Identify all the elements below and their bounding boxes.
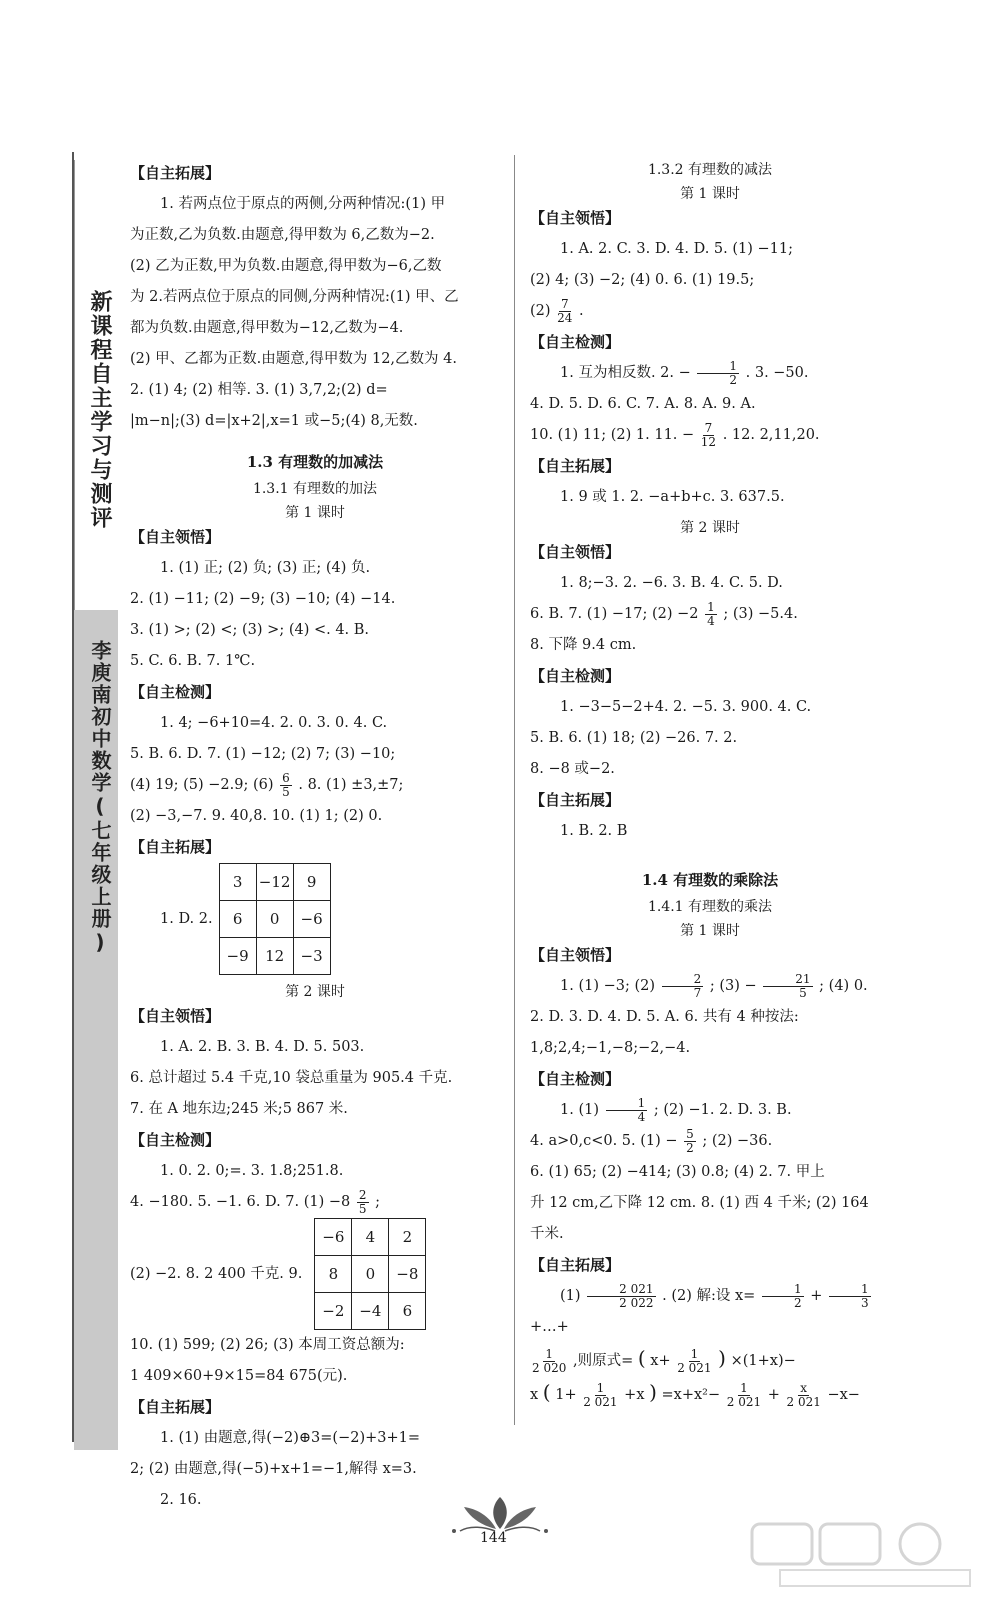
denominator: 5	[358, 1201, 367, 1216]
side-series-title: 新课程自主学习与测评	[87, 290, 112, 530]
text-run: 1. 互为相反数. 2. −	[560, 365, 691, 381]
answer-line: 5. B. 6. D. 7. (1) −12; (2) 7; (3) −10;	[130, 746, 396, 762]
answer-line: 7. 在 A 地东边;245 米;5 867 米.	[130, 1101, 348, 1117]
fraction	[701, 422, 716, 449]
numerator: 1	[596, 1380, 605, 1395]
text-run: 1. (1)	[560, 1102, 599, 1118]
fraction	[583, 1382, 617, 1409]
chapter-heading: 1.4 有理数的乘除法	[641, 871, 779, 889]
column-divider	[514, 155, 515, 1425]
numerator: 2 021	[587, 1283, 655, 1297]
answer-line: 1. (1) 正; (2) 负; (3) 正; (4) 负.	[160, 560, 371, 576]
answer-line: |m−n|;(3) d=|x+2|,x=1 或−5;(4) 8,无数.	[130, 413, 418, 429]
text-run: . 8. (1) ±3,±7;	[298, 777, 404, 793]
answer-line	[530, 296, 890, 327]
subsection-heading: 1.3.1 有理数的加法	[252, 481, 378, 497]
section-heading: 【自主拓展】	[530, 457, 621, 475]
lesson-label: 第 2 课时	[285, 984, 345, 1000]
fraction	[727, 1382, 761, 1409]
answer-line: 升 12 cm,乙下降 12 cm. 8. (1) 西 4 千米; (2) 164	[530, 1195, 869, 1211]
answer-line: 2. (1) 4; (2) 相等. 3. (1) 3,7,2;(2) d=	[130, 382, 388, 398]
answer-line: 4. D. 5. D. 6. C. 7. A. 8. A. 9. A.	[530, 396, 756, 412]
denominator: 3	[860, 1295, 869, 1310]
answer-line	[530, 1281, 890, 1343]
answer-line: 6. 总计超过 5.4 千克,10 袋总重量为 905.4 千克.	[130, 1070, 453, 1086]
grid-answer	[160, 863, 500, 975]
grid-cell: 12	[256, 938, 293, 975]
fraction	[763, 973, 812, 1000]
answer-line: 1. 4; −6+10=4. 2. 0. 3. 0. 4. C.	[160, 715, 388, 731]
text-run: 1+	[555, 1387, 577, 1403]
grid-cell: 9	[293, 864, 330, 901]
answer-line: 8. 下降 9.4 cm.	[530, 637, 637, 653]
paren-open: (	[542, 1380, 551, 1404]
grid-row	[315, 1256, 426, 1293]
section-heading: 【自主领悟】	[130, 528, 221, 546]
section-heading: 【自主拓展】	[530, 791, 621, 809]
text-run: 1. D. 2.	[160, 910, 213, 927]
grid-row	[315, 1293, 426, 1330]
lesson-label: 第 1 课时	[285, 505, 345, 521]
text-run: +	[810, 1288, 823, 1304]
section-heading: 【自主拓展】	[130, 164, 221, 182]
subsection-heading: 1.4.1 有理数的乘法	[647, 899, 773, 915]
denominator: 12	[700, 434, 717, 449]
leaf-ornament-icon	[440, 1495, 560, 1535]
answer-line	[530, 1377, 890, 1411]
answer-line: 1. 0. 2. 0;=. 3. 1.8;251.8.	[160, 1163, 344, 1179]
numerator: 1	[829, 1283, 871, 1297]
answer-line: 5. B. 6. (1) 18; (2) −26. 7. 2.	[530, 730, 738, 746]
fraction	[697, 360, 739, 387]
side-book-title: 李庾南初中数学(七年级上册)	[88, 640, 112, 956]
answer-line: 1. 8;−3. 2. −6. 3. B. 4. C. 5. D.	[560, 575, 783, 591]
numerator: 1	[740, 1380, 748, 1395]
answer-line: 1. A. 2. B. 3. B. 4. D. 5. 503.	[160, 1039, 365, 1055]
section-heading: 【自主拓展】	[130, 1398, 221, 1416]
answer-line: 1. 若两点位于原点的两侧,分两种情况:(1) 甲	[160, 196, 446, 212]
denominator: 2	[729, 372, 738, 387]
text-run: (2)	[530, 303, 551, 319]
answer-line: 1. (1) 由题意,得(−2)⊕3=(−2)+3+1=	[160, 1430, 421, 1446]
grid-cell: −4	[352, 1293, 389, 1330]
fraction	[606, 1097, 648, 1124]
numerator: 21	[763, 973, 812, 987]
right-column	[530, 155, 890, 1411]
answer-line: 2. D. 3. D. 4. D. 5. A. 6. 共有 4 种按法:	[530, 1009, 799, 1025]
grid-row	[219, 864, 330, 901]
answer-line: 5. C. 6. B. 7. 1℃.	[130, 653, 256, 669]
fraction	[280, 772, 292, 799]
paren-close: )	[649, 1380, 657, 1404]
subsection-heading: 1.3.2 有理数的减法	[647, 162, 773, 178]
text-run: 10. (1) 11; (2) 1. 11. −	[530, 427, 695, 443]
denominator: 2 021	[677, 1360, 712, 1375]
answer-line: 1,8;2,4;−1,−8;−2,−4.	[530, 1040, 691, 1056]
text-run: ; (3) −5.4.	[723, 606, 798, 622]
answer-line	[130, 770, 500, 801]
text-run: ; (2) −1. 2. D. 3. B.	[653, 1102, 792, 1118]
text-run: ;	[375, 1194, 381, 1210]
section-heading: 【自主领悟】	[130, 1007, 221, 1025]
answer-line: 6. (1) 65; (2) −414; (3) 0.8; (4) 2. 7. 甲上	[530, 1164, 825, 1180]
section-heading: 【自主领悟】	[530, 543, 621, 561]
section-heading: 【自主检测】	[530, 667, 621, 685]
denominator: 2 022	[619, 1295, 654, 1310]
denominator: 5	[799, 985, 807, 1000]
fraction	[662, 973, 704, 1000]
answer-line: 8. −8 或−2.	[530, 761, 615, 777]
answer-line: 3. (1) >; (2) <; (3) >; (4) <. 4. B.	[130, 622, 370, 638]
grid-cell: −3	[293, 938, 330, 975]
grid-cell: 6	[219, 901, 256, 938]
answer-line: 都为负数.由题意,得甲数为−12,乙数为−4.	[130, 320, 404, 336]
denominator: 5	[282, 784, 290, 799]
text-run: +	[767, 1387, 780, 1403]
answer-line: 2. (1) −11; (2) −9; (3) −10; (4) −14.	[130, 591, 396, 607]
text-run: +x	[624, 1387, 645, 1403]
numerator: 7	[704, 420, 713, 435]
grid-answer	[130, 1218, 500, 1330]
fraction	[532, 1348, 566, 1375]
answer-line	[530, 1095, 890, 1126]
text-run: 6. B. 7. (1) −17; (2) −2	[530, 606, 699, 622]
answer-line: 为正数,乙为负数.由题意,得甲数为 6,乙数为−2.	[130, 227, 435, 243]
denominator: 2 021	[786, 1394, 821, 1409]
answer-line: 1. −3−5−2+4. 2. −5. 3. 900. 4. C.	[560, 699, 812, 715]
grid-cell: −2	[315, 1293, 352, 1330]
grid-row	[219, 901, 330, 938]
answer-line: (2) 甲、乙都为正数.由题意,得甲数为 12,乙数为 4.	[130, 351, 457, 367]
lesson-label: 第 2 课时	[680, 520, 740, 536]
chapter-heading: 1.3 有理数的加减法	[246, 453, 384, 471]
numerator: 7	[560, 296, 569, 311]
answer-line	[530, 420, 890, 451]
fraction	[587, 1283, 655, 1310]
text-run: ; (4) 0.	[819, 978, 868, 994]
answer-line: 1. A. 2. C. 3. D. 4. D. 5. (1) −11;	[560, 241, 793, 257]
numerator: 1	[690, 1346, 699, 1361]
text-run: (1)	[560, 1288, 581, 1304]
denominator: 4	[637, 1109, 646, 1124]
text-run: ,则原式=	[572, 1353, 634, 1369]
text-run: (4) 19; (5) −2.9; (6)	[130, 777, 274, 793]
text-run: x+	[650, 1353, 671, 1369]
denominator: 4	[707, 613, 715, 628]
grid-row	[315, 1219, 426, 1256]
answer-line: (2) −3,−7. 9. 40,8. 10. (1) 1; (2) 0.	[130, 808, 383, 824]
section-heading: 【自主检测】	[130, 1131, 221, 1149]
answer-line: 为 2.若两点位于原点的同侧,分两种情况:(1) 甲、乙	[130, 289, 459, 305]
answer-line: 2; (2) 由题意,得(−5)+x+1=−1,解得 x=3.	[130, 1461, 417, 1477]
paren-open: (	[637, 1346, 646, 1370]
answer-line	[530, 1343, 890, 1377]
answer-line: 1. 9 或 1. 2. −a+b+c. 3. 637.5.	[560, 489, 785, 505]
answer-line	[130, 1187, 500, 1218]
grid-cell: 2	[389, 1219, 426, 1256]
denominator: 2 020	[532, 1360, 567, 1375]
denominator: 2	[793, 1295, 802, 1310]
answer-line: 10. (1) 599; (2) 26; (3) 本周工资总额为:	[130, 1337, 405, 1353]
watermark-logo-icon	[750, 1520, 980, 1590]
fraction	[677, 1348, 711, 1375]
numerator: 2	[358, 1187, 367, 1202]
denominator: 7	[693, 985, 702, 1000]
denominator: 2	[686, 1140, 694, 1155]
section-heading: 【自主拓展】	[130, 838, 221, 856]
denominator: 2 021	[726, 1394, 762, 1409]
grid-cell: 0	[352, 1256, 389, 1293]
text-run: . (2) 解:设 x=	[662, 1288, 756, 1304]
numerator: 1	[697, 360, 739, 374]
answer-line: 千米.	[530, 1226, 564, 1242]
lesson-label: 第 1 课时	[680, 923, 740, 939]
text-run: 1. (1) −3; (2)	[560, 978, 656, 994]
numerator: 2	[662, 973, 704, 987]
numerator: 1	[545, 1346, 553, 1361]
text-run: ; (3) −	[709, 978, 757, 994]
numerator: 6	[282, 770, 290, 785]
numerator: 1	[762, 1283, 804, 1297]
paren-close: )	[718, 1346, 726, 1370]
grid-cell: −8	[389, 1256, 426, 1293]
numerator: 1	[707, 599, 715, 614]
fraction	[829, 1283, 871, 1310]
section-heading: 【自主检测】	[130, 683, 221, 701]
text-run: 4. a>0,c<0. 5. (1) −	[530, 1133, 678, 1149]
answer-line: 1. B. 2. B	[560, 823, 628, 839]
section-heading: 【自主检测】	[530, 1070, 621, 1088]
numerator: 1	[606, 1097, 648, 1111]
text-run: (2) −2. 8. 2 400 千克. 9.	[130, 1265, 303, 1282]
fraction	[762, 1283, 804, 1310]
answer-line	[530, 971, 890, 1002]
text-run: . 3. −50.	[745, 365, 809, 381]
fraction	[357, 1189, 369, 1216]
grid-cell: 0	[256, 901, 293, 938]
text-run: ×(1+x)−	[730, 1353, 796, 1369]
section-heading: 【自主领悟】	[530, 946, 621, 964]
lesson-label: 第 1 课时	[680, 186, 740, 202]
answer-line	[530, 1126, 890, 1157]
grid-cell: 3	[219, 864, 256, 901]
denominator: 24	[557, 310, 573, 325]
text-run: −x−	[827, 1387, 860, 1403]
page-number: 144	[480, 1530, 507, 1546]
grid-cell: 6	[389, 1293, 426, 1330]
magic-square-grid	[219, 863, 331, 975]
numerator: x	[800, 1380, 808, 1395]
text-run: ; (2) −36.	[702, 1133, 773, 1149]
grid-cell: −6	[315, 1219, 352, 1256]
grid-cell: −6	[293, 901, 330, 938]
denominator: 2 021	[583, 1394, 618, 1409]
numerator: 5	[686, 1126, 694, 1141]
section-heading: 【自主拓展】	[530, 1256, 621, 1274]
text-run: . 12. 2,11,20.	[722, 427, 820, 443]
text-run: 4. −180. 5. −1. 6. D. 7. (1) −8	[130, 1194, 351, 1210]
grid-cell: −12	[256, 864, 293, 901]
grid-row	[219, 938, 330, 975]
section-heading: 【自主检测】	[530, 333, 621, 351]
grid-cell: 8	[315, 1256, 352, 1293]
text-run: x	[530, 1387, 539, 1403]
fraction	[684, 1128, 696, 1155]
fraction	[705, 601, 717, 628]
magic-square-grid	[314, 1218, 426, 1330]
section-heading: 【自主领悟】	[530, 209, 621, 227]
text-run: .	[579, 303, 584, 319]
grid-cell: −9	[219, 938, 256, 975]
left-column	[130, 158, 500, 1516]
fraction	[557, 298, 572, 325]
answer-line: (2) 乙为正数,甲为负数.由题意,得甲数为−6,乙数	[130, 258, 442, 274]
answer-line	[530, 358, 890, 389]
answer-line: 2. 16.	[160, 1492, 202, 1508]
text-run: =x+x²−	[661, 1387, 721, 1403]
answer-line	[530, 599, 890, 630]
grid-cell: 4	[352, 1219, 389, 1256]
answer-line: (2) 4; (3) −2; (4) 0. 6. (1) 19.5;	[530, 272, 755, 288]
answer-line: 1 409×60+9×15=84 675(元).	[130, 1368, 348, 1384]
text-run: +…+	[530, 1319, 569, 1335]
fraction	[787, 1382, 821, 1409]
